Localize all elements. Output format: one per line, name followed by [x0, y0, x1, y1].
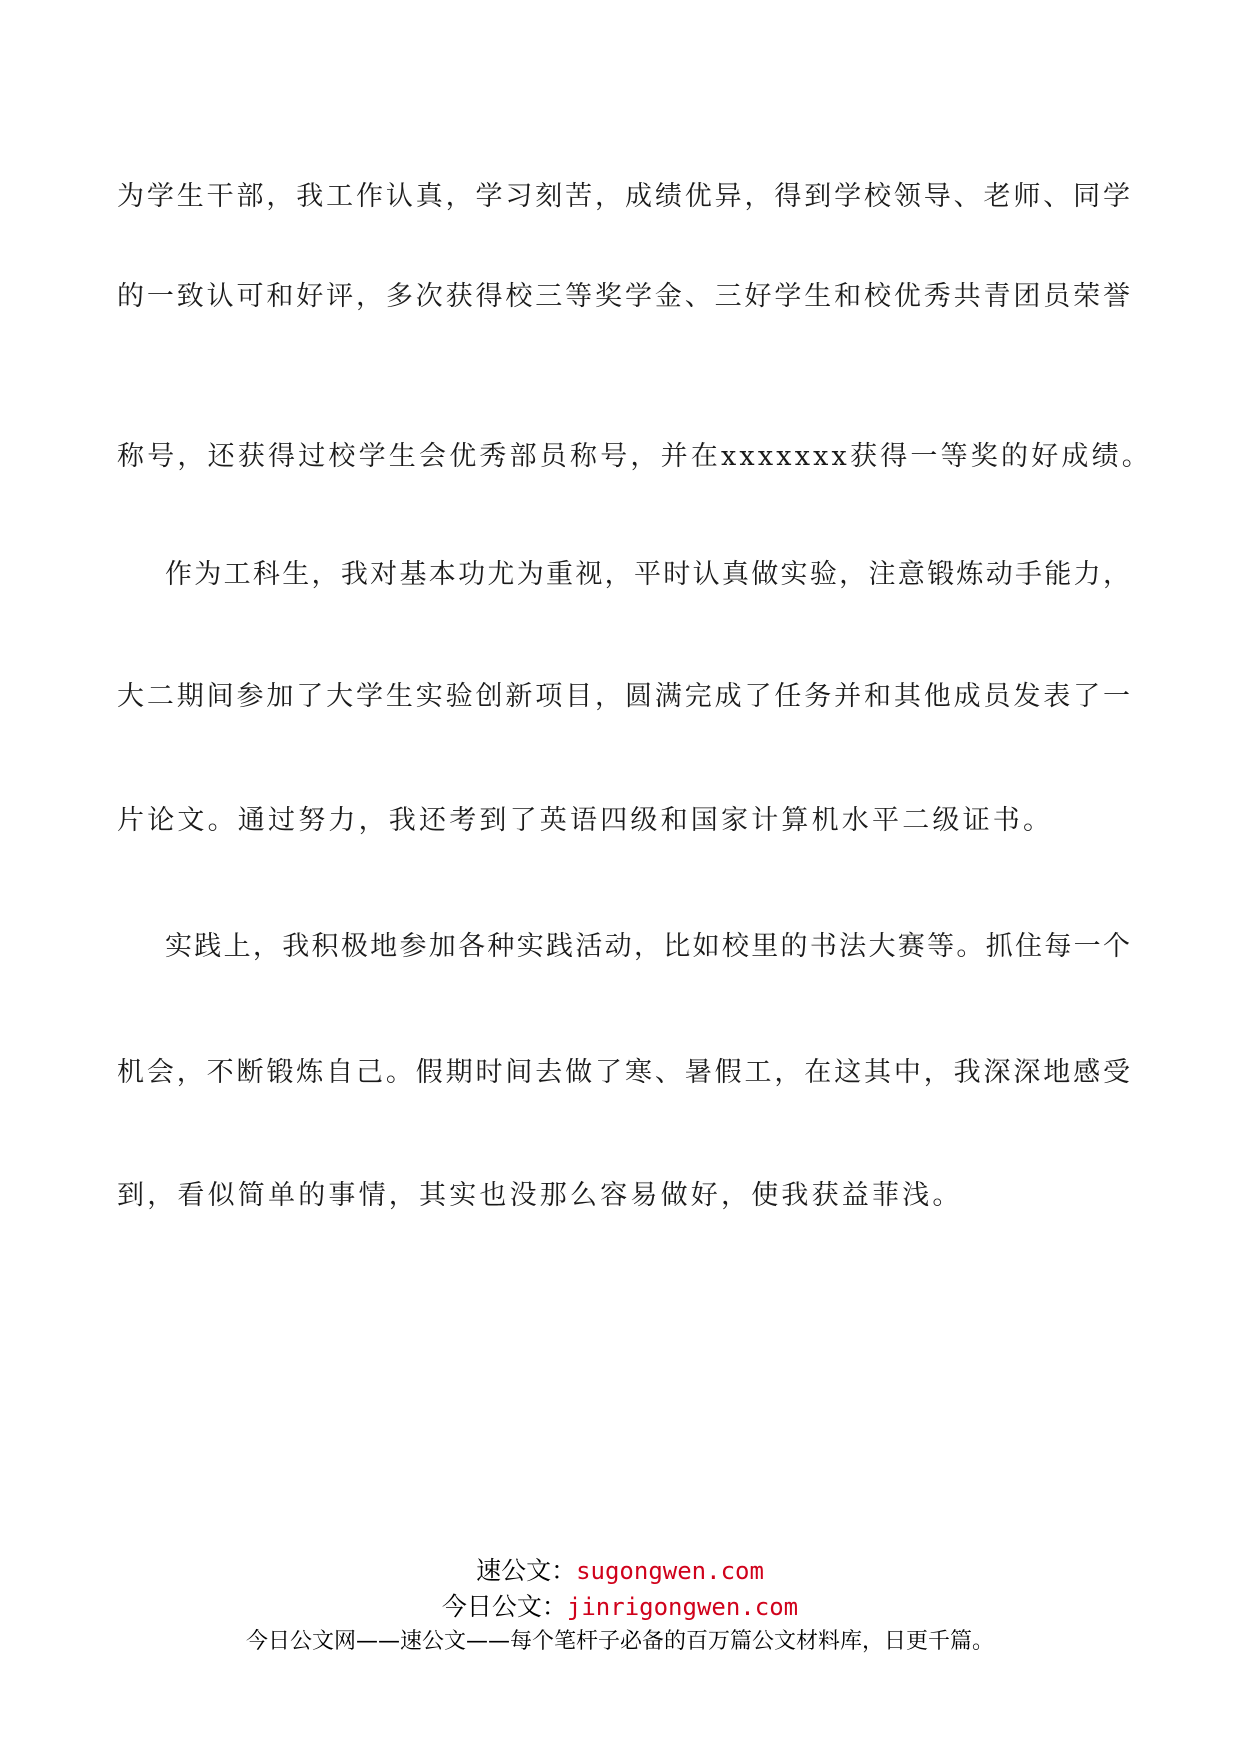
footer-site-2-label: 今日公文：	[441, 1592, 567, 1621]
paragraph-line: 到，看似简单的事情，其实也没那么容易做好，使我获益菲浅。	[117, 1180, 963, 1211]
paragraph-line: 实践上，我积极地参加各种实践活动，比如校里的书法大赛等。抓住每一个	[165, 931, 1130, 962]
footer-site-2-link[interactable]: jinrigongwen.com	[566, 1593, 799, 1621]
footer-slogan: 今日公文网——速公文——每个笔杆子必备的百万篇公文材料库，日更千篇。	[245, 1629, 994, 1654]
paragraph-line: 的一致认可和好评，多次获得校三等奖学金、三好学生和校优秀共青团员荣誉	[117, 281, 1130, 312]
paragraph-line: 大二期间参加了大学生实验创新项目，圆满完成了任务并和其他成员发表了一	[117, 681, 1130, 712]
paragraph-line: 片论文。通过努力，我还考到了英语四级和国家计算机水平二级证书。	[117, 805, 1054, 836]
paragraph-line: 机会，不断锻炼自己。假期时间去做了寒、暑假工，在这其中，我深深地感受	[117, 1057, 1130, 1088]
paragraph-line: 作为工科生，我对基本功尤为重视，平时认真做实验，注意锻炼动手能力，	[165, 559, 1130, 590]
footer-site-1	[0, 1551, 1240, 1587]
footer-site-1-link[interactable]: sugongwen.com	[576, 1557, 764, 1585]
footer-site-2	[0, 1587, 1240, 1623]
paragraph-line: 为学生干部，我工作认真，学习刻苦，成绩优异，得到学校领导、老师、同学	[117, 181, 1130, 212]
footer-site-1-label: 速公文：	[476, 1556, 577, 1585]
paragraph-line: 称号，还获得过校学生会优秀部员称号，并在xxxxxxx获得一等奖的好成绩。	[117, 441, 1152, 472]
